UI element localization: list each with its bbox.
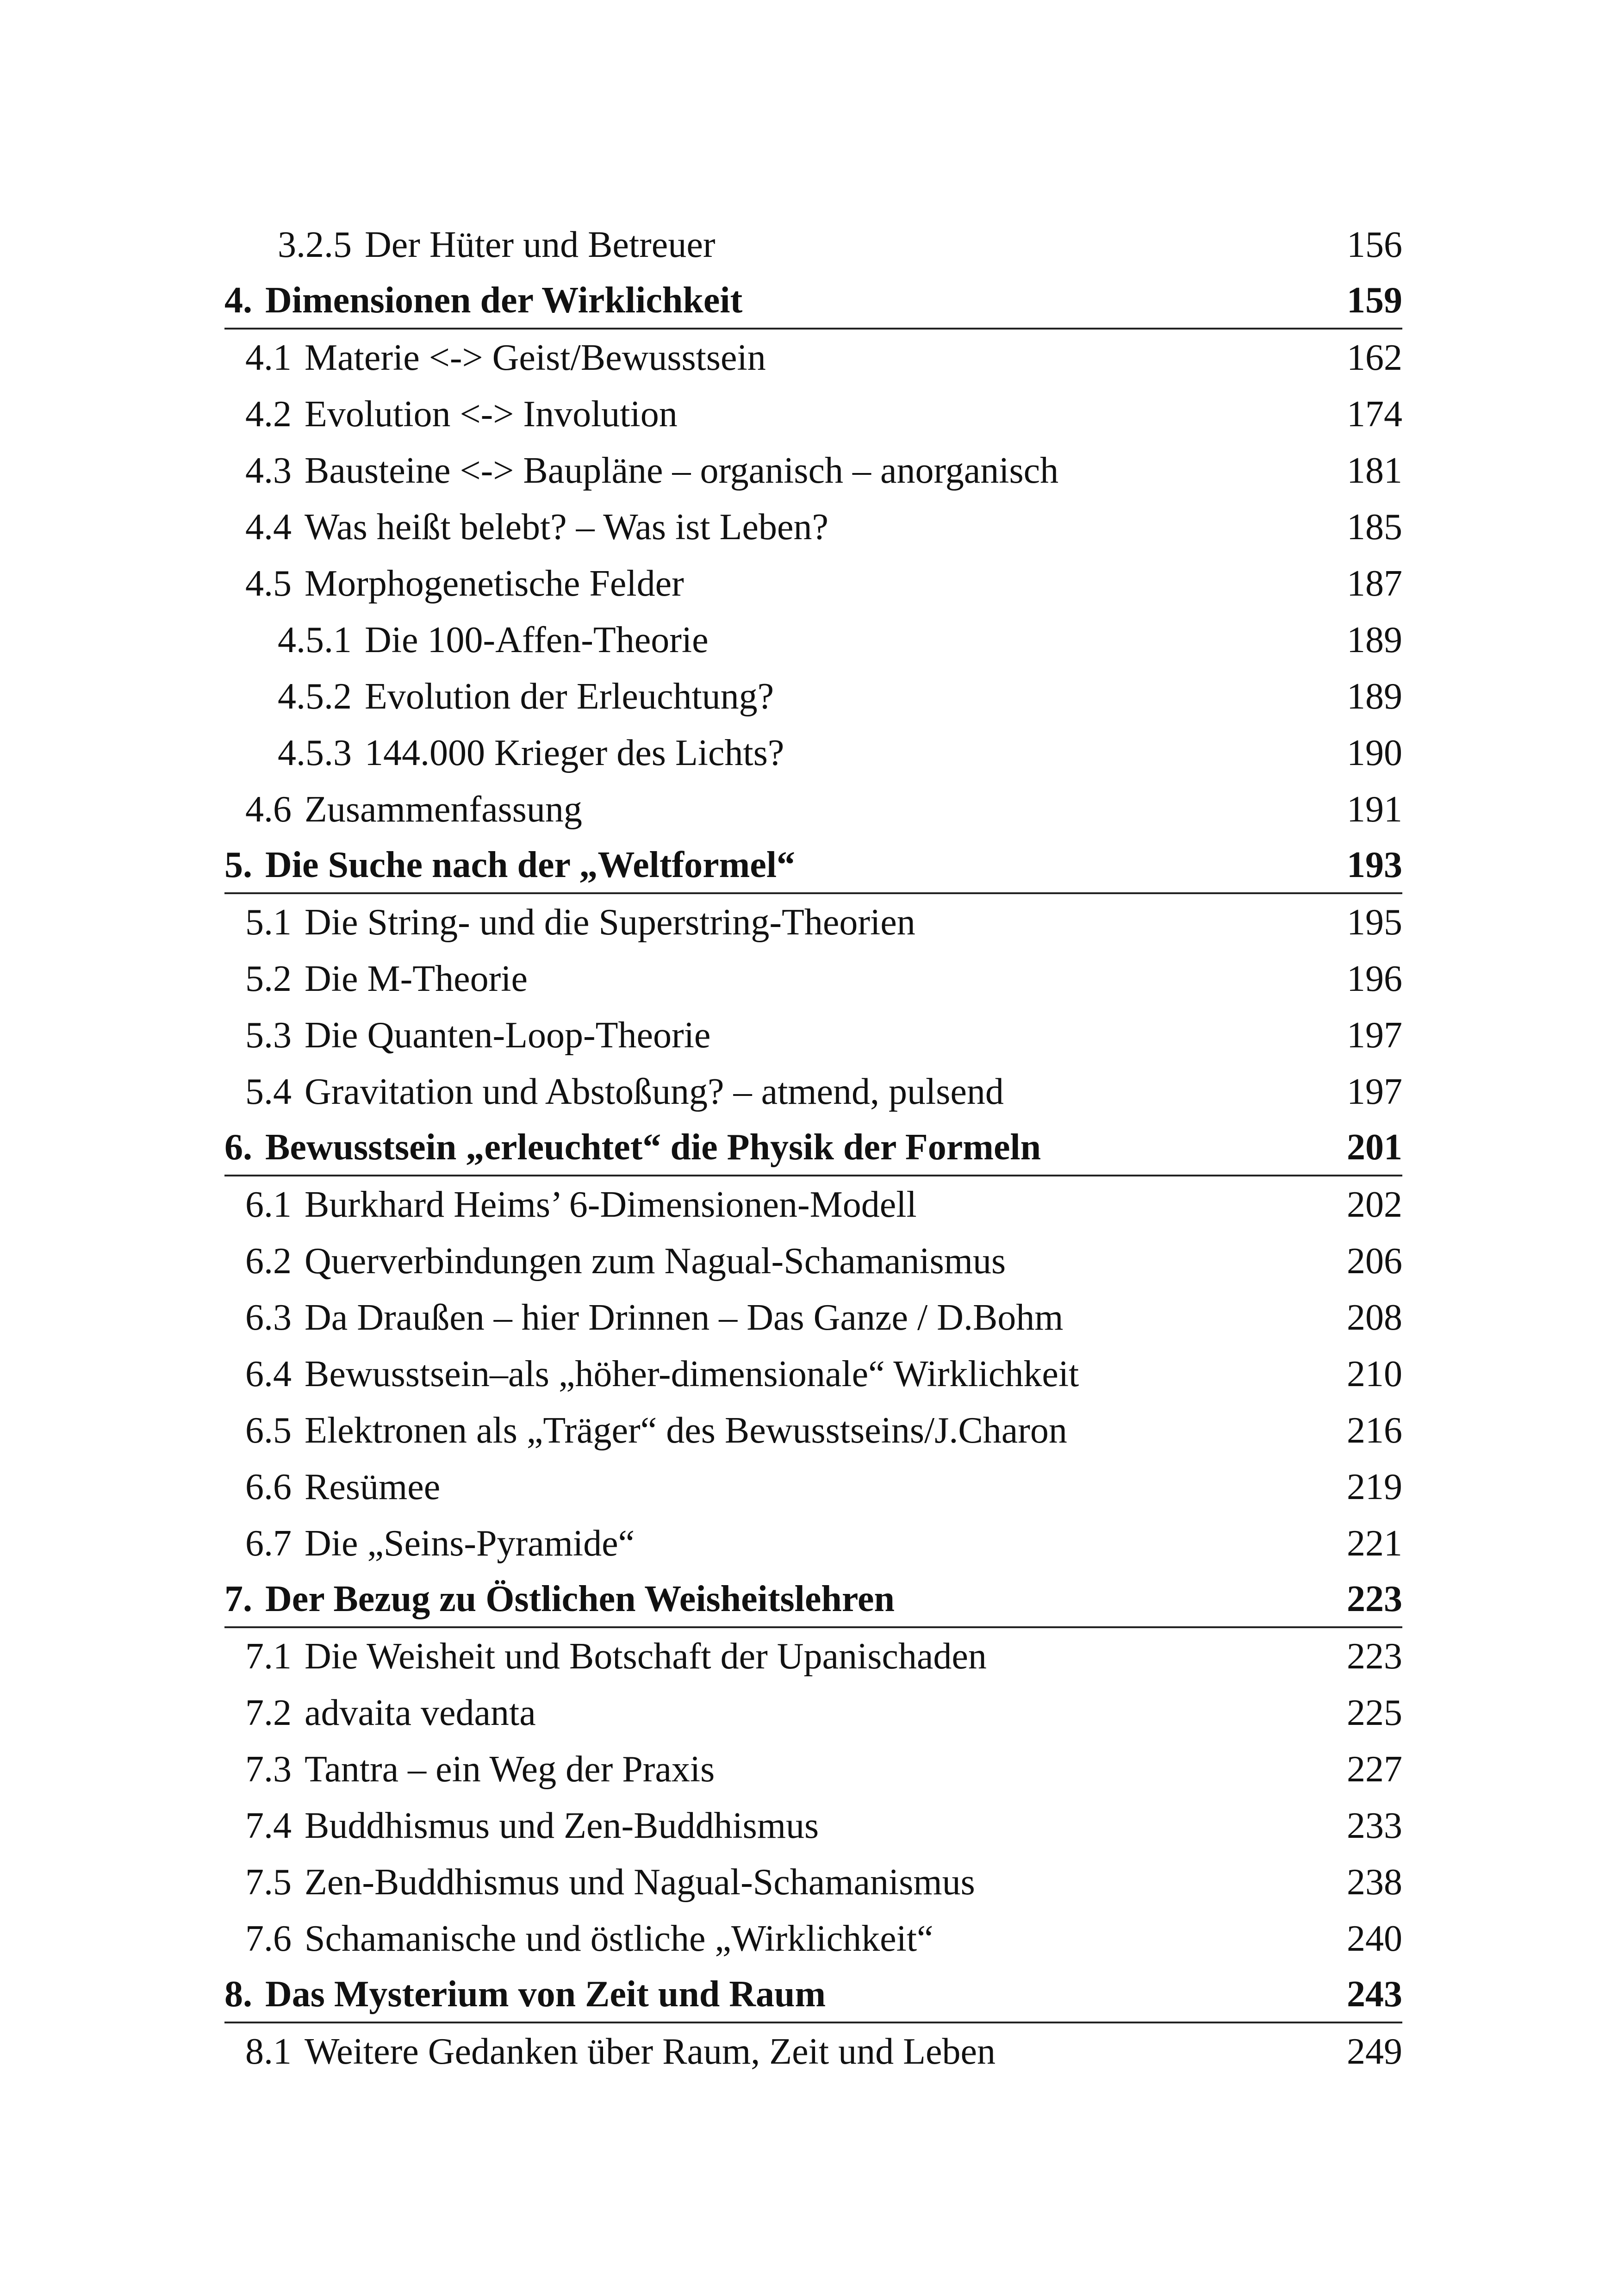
toc-entry-title: Resümee [305,1467,441,1507]
toc-entry-number: 6. [224,1127,252,1168]
toc-chapter-entry [224,1967,1402,2023]
toc-entry-number: 7.1 [245,1636,292,1677]
toc-entry-page-number: 249 [1347,2031,1402,2072]
toc-entry [224,1741,1402,1798]
toc-entry-title: Tantra – ein Weg der Praxis [305,1749,715,1790]
toc-entry-title: Evolution <-> Involution [305,394,678,435]
toc-entry-number: 8. [224,1974,252,2015]
toc-entry [224,1685,1402,1741]
toc-entry-title: Die 100-Affen-Theorie [365,620,709,660]
toc-entry-page-number: 208 [1347,1297,1402,1338]
toc-entry [224,555,1402,612]
toc-entry [224,1515,1402,1572]
toc-entry [224,1798,1402,1854]
toc-entry-page-number: 233 [1347,1805,1402,1846]
toc-entry-title: Zen-Buddhismus und Nagual-Schamanismus [305,1862,975,1903]
toc-entry [224,668,1402,725]
toc-entry-number: 7.3 [245,1749,292,1790]
toc-entry-title: Die String- und die Superstring-Theorien [305,902,915,943]
toc-entry-number: 6.6 [245,1467,292,1507]
toc-entry-number: 4.5.3 [278,733,352,773]
toc-entry-number: 5.4 [245,1071,292,1112]
toc-entry [224,612,1402,668]
toc-entry [224,1346,1402,1402]
toc-entry-page-number: 162 [1347,337,1402,378]
toc-entry-title: Elektronen als „Träger“ des Bewusstseins/J.Charon [305,1410,1067,1451]
toc-entry-page-number: 238 [1347,1862,1402,1903]
toc-entry-number: 4. [224,280,252,321]
toc-entry-number: 4.6 [245,789,292,830]
toc-entry-number: 5. [224,845,252,885]
toc-entry-number: 6.5 [245,1410,292,1451]
toc-entry-title: Schamanische und östliche „Wirklichkeit“ [305,1918,933,1959]
toc-entry-page-number: 216 [1347,1410,1402,1451]
toc-entry-number: 8.1 [245,2031,292,2072]
toc-entry-page-number: 189 [1347,676,1402,717]
toc-entry-page-number: 159 [1347,280,1402,321]
toc-entry-page-number: 187 [1347,563,1402,604]
toc-entry-title: Die M-Theorie [305,958,528,999]
toc-entry-number: 4.5.1 [278,620,352,660]
toc-entry-title: Die „Seins-Pyramide“ [305,1523,635,1564]
toc-entry-number: 7. [224,1579,252,1619]
toc-entry-title: Was heißt belebt? – Was ist Leben? [305,507,828,548]
toc-entry-title: Bewusstsein „erleuchtet“ die Physik der Formeln [265,1127,1041,1168]
toc-entry-number: 7.2 [245,1692,292,1733]
toc-entry-title: Buddhismus und Zen-Buddhismus [305,1805,819,1846]
toc-entry-page-number: 206 [1347,1241,1402,1282]
toc-entry [224,894,1402,951]
toc-entry-page-number: 189 [1347,620,1402,660]
toc-entry-number: 7.5 [245,1862,292,1903]
toc-entry [224,1233,1402,1289]
toc-entry [224,217,1402,273]
toc-entry-page-number: 195 [1347,902,1402,943]
toc-entry-title: 144.000 Krieger des Lichts? [365,733,784,773]
toc-chapter-entry [224,273,1402,330]
toc-entry [224,1854,1402,1910]
toc-chapter-entry [224,1572,1402,1628]
toc-entry-page-number: 223 [1347,1636,1402,1677]
toc-entry [224,1289,1402,1346]
toc-entry-page-number: 156 [1347,224,1402,265]
toc-entry-title: Die Weisheit und Botschaft der Upanischaden [305,1636,987,1677]
toc-entry-page-number: 190 [1347,733,1402,773]
toc-entry [224,1176,1402,1233]
toc-entry-page-number: 202 [1347,1184,1402,1225]
toc-entry-page-number: 191 [1347,789,1402,830]
toc-entry-number: 6.3 [245,1297,292,1338]
toc-entry-number: 4.1 [245,337,292,378]
toc-entry-number: 5.3 [245,1015,292,1056]
toc-entry-page-number: 193 [1347,845,1402,885]
toc-entry-number: 7.6 [245,1918,292,1959]
toc-entry-number: 5.2 [245,958,292,999]
toc-entry-number: 6.7 [245,1523,292,1564]
toc-entry-title: Weitere Gedanken über Raum, Zeit und Leben [305,2031,996,2072]
toc-entry-number: 4.3 [245,450,292,491]
toc-entry [224,442,1402,499]
toc-entry-title: Da Draußen – hier Drinnen – Das Ganze / D.Bohm [305,1297,1064,1338]
toc-entry-title: Bewusstsein–als „höher-dimensionale“ Wirklichkeit [305,1354,1079,1394]
toc-chapter-entry [224,838,1402,894]
toc-entry-page-number: 185 [1347,507,1402,548]
toc-entry-page-number: 197 [1347,1015,1402,1056]
toc-entry-title: Der Bezug zu Östlichen Weisheitslehren [265,1579,895,1619]
toc-entry [224,725,1402,781]
toc-entry [224,2023,1402,2080]
toc-entry [224,1628,1402,1685]
toc-entry-title: Dimensionen der Wirklichkeit [265,280,743,321]
toc-entry [224,1064,1402,1120]
toc-entry-page-number: 227 [1347,1749,1402,1790]
toc-entry-title: Evolution der Erleuchtung? [365,676,774,717]
toc-entry-number: 7.4 [245,1805,292,1846]
table-of-contents [224,217,1402,2080]
toc-entry-page-number: 196 [1347,958,1402,999]
toc-entry [224,781,1402,838]
toc-entry-title: Materie <-> Geist/Bewusstsein [305,337,766,378]
toc-entry-page-number: 181 [1347,450,1402,491]
toc-entry-title: Burkhard Heims’ 6-Dimensionen-Modell [305,1184,917,1225]
toc-entry [224,1910,1402,1967]
toc-entry-title: Bausteine <-> Baupläne – organisch – anorganisch [305,450,1059,491]
toc-entry-page-number: 210 [1347,1354,1402,1394]
toc-entry-page-number: 201 [1347,1127,1402,1168]
toc-entry-title: Morphogenetische Felder [305,563,684,604]
toc-entry-title: Zusammenfassung [305,789,582,830]
toc-entry [224,1459,1402,1515]
toc-entry-number: 5.1 [245,902,292,943]
toc-entry-number: 4.2 [245,394,292,435]
toc-entry-page-number: 225 [1347,1692,1402,1733]
toc-entry-title: Der Hüter und Betreuer [365,224,716,265]
toc-entry [224,1402,1402,1459]
toc-entry-page-number: 221 [1347,1523,1402,1564]
toc-entry-page-number: 174 [1347,394,1402,435]
toc-entry [224,386,1402,442]
toc-entry-number: 6.1 [245,1184,292,1225]
toc-entry-title: Die Quanten-Loop-Theorie [305,1015,711,1056]
toc-entry [224,330,1402,386]
toc-entry-page-number: 197 [1347,1071,1402,1112]
toc-entry [224,1007,1402,1064]
toc-entry-number: 4.5.2 [278,676,352,717]
toc-entry-title: Die Suche nach der „Weltformel“ [265,845,796,885]
toc-entry-number: 4.4 [245,507,292,548]
toc-entry-number: 3.2.5 [278,224,352,265]
toc-entry-title: Querverbindungen zum Nagual-Schamanismus [305,1241,1006,1282]
toc-entry-title: Gravitation und Abstoßung? – atmend, pulsend [305,1071,1004,1112]
toc-entry-number: 6.2 [245,1241,292,1282]
toc-chapter-entry [224,1120,1402,1176]
toc-entry [224,951,1402,1007]
toc-entry-number: 6.4 [245,1354,292,1394]
toc-entry [224,499,1402,555]
toc-entry-page-number: 223 [1347,1579,1402,1619]
toc-entry-page-number: 240 [1347,1918,1402,1959]
toc-entry-title: advaita vedanta [305,1692,536,1733]
toc-entry-number: 4.5 [245,563,292,604]
toc-entry-page-number: 219 [1347,1467,1402,1507]
toc-entry-title: Das Mysterium von Zeit und Raum [265,1974,826,2015]
toc-entry-page-number: 243 [1347,1974,1402,2015]
